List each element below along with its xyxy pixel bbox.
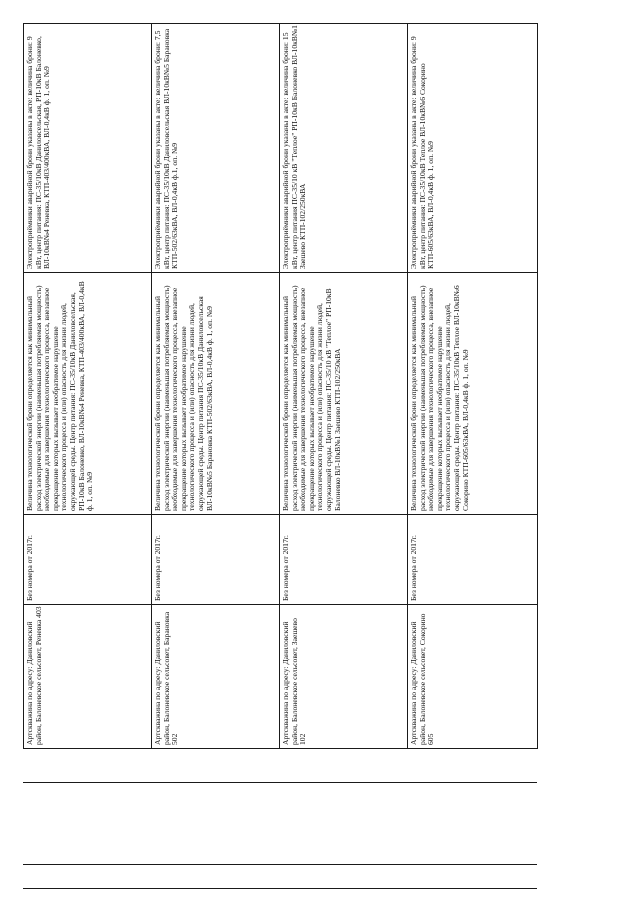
- tech-text: Величина технологической брони определяется как минимальный расход электрической энергии (наименьшая потребляемая мощность) необходимые для завершения технологического процесса, внезапное прекращение которых вызывает необратимое нарушение технологического процесса и (или) опасность для жизни людей, окружающей среды. Центр питания ПС-35/10кВ Даниловсельская ВЛ-10кВ№5 Барановка КТП-502/63кВА, ВЛ-0,4кВ ф. 1, оп. №9: [153, 285, 214, 511]
- emergency-text: Электроприёмники аварийной брони указаны в акте: величина брони: 9 кВт, центр питания: ПС-35/10кВ Даниловсельская, РП-10кВ Балоневко, ВЛ-10кВ№4 Реневка, КТП-403/400кВА, ВЛ-0,4кВ ф. 1, оп. №9: [25, 36, 52, 269]
- band-tech: [24, 273, 538, 515]
- number-text: Без номера от 2017г.: [409, 535, 418, 601]
- band-number: [24, 515, 538, 605]
- cell-emergency-row-1: [24, 24, 152, 273]
- cell-number-row-2: [152, 515, 280, 605]
- document-table: [23, 23, 538, 749]
- cell-tech-row-2: [152, 273, 280, 515]
- number-text: Без номера от 2017г.: [153, 535, 162, 601]
- cell-tech-row-1: [24, 273, 152, 515]
- object-text: Артскважина по адресу: Даниловский район, Балоневское сельсовет, Барановка 502: [153, 611, 180, 745]
- tech-text: Величина технологической брони определяется как минимальный расход электрической энергии (наименьшая потребляемая мощность) необходимые для завершения технологического процесса, внезапное прекращение которых вызывает необратимое нарушение технологического процесса и (или) опасность для жизни людей, окружающей среды. Центр питания: ПС-35/10 кВ "Теплое" РП-10кВ Балоневко ВЛ-10кВ№1 Заешево КТП-102/250кВА: [281, 285, 342, 511]
- cell-emergency-row-3: [280, 24, 408, 273]
- emergency-text: Электроприёмники аварийной брони указаны в акте: величина брони: 7,5 кВт, центр питания: ПС-35/10кВ Даниловсельская ВЛ-10кВ№5 Барановка КТП-502/63кВА, ВЛ-0,4кВ ф.1, оп. №9: [153, 28, 180, 269]
- cell-emergency-row-2: [152, 24, 280, 273]
- number-text: Без номера от 2017г.: [25, 535, 34, 601]
- blank-line: [23, 888, 537, 889]
- cell-object-row-4: [408, 605, 538, 749]
- cell-number-row-3: [280, 515, 408, 605]
- cell-tech-row-4: [408, 273, 538, 515]
- blank-line: [23, 782, 537, 783]
- blank-line: [23, 864, 537, 865]
- cell-object-row-2: [152, 605, 280, 749]
- object-text: Артскважина по адресу: Даниловский район, Балоневское сельсовет, Сокорино 605: [409, 613, 436, 745]
- object-text: Артскважина по адресу: Даниловский район, Балоневское сельсовет, Реневка 403: [25, 606, 43, 745]
- emergency-text: Электроприёмники аварийной брони указаны в акте: величина брони: 15 кВт, центр питания ПС-35/10 кВ "Теплое" РП-10кВ Балоневко ВЛ-10кВ№1 Заешево КТП-102/250кВА: [281, 25, 308, 269]
- band-emergency: [24, 24, 538, 273]
- cell-number-row-1: [24, 515, 152, 605]
- tech-text: Величина технологической брони определяется как минимальный расход электрической энергии (наименьшая потребляемая мощность) необходимые для завершения технологического процесса, внезапное прекращение которых вызывает необратимое нарушение технологического процесса и (или) опасность для жизни людей, окружающей среды. Центр питания: ПС-35/10кВ Даниловсельская, РП-10кВ Балоневко, ВЛ-10кВ№4 Реневка, КТП-403/400кВА, ВЛ-0,4кВ ф. 1, оп. №9: [25, 281, 95, 511]
- emergency-text: Электроприёмники аварийной брони указаны в акте: величина брони: 9 кВт, центр питания: ПС-35/10кВ Теплое ВЛ-10кВ№6 Сокорино КТП-605/63кВА, ВЛ-0,4кВ ф. 1, оп. №9: [409, 36, 436, 269]
- object-text: Артскважина по адресу: Даниловский район, Балоневское сельсовет, Заешево 102: [281, 618, 308, 745]
- cell-number-row-4: [408, 515, 538, 605]
- tech-text: Величина технологической брони определяется как минимальный расход электрической энергии (наименьшая потребляемая мощность) необходимые для завершения технологического процесса, внезапное прекращение которых вызывает необратимое нарушение технологического процесса и (или) опасность для жизни людей, окружающей среды. Центр питания: ПС-35/10кВ Теплое ВЛ-10кВ№6 Сокорино КТП-605/63кВА, ВЛ-0,4кВ ф. 1, оп. №9: [409, 285, 470, 511]
- cell-emergency-row-4: [408, 24, 538, 273]
- cell-object-row-1: [24, 605, 152, 749]
- cell-tech-row-3: [280, 273, 408, 515]
- number-text: Без номера от 2017г.: [281, 535, 290, 601]
- cell-object-row-3: [280, 605, 408, 749]
- band-object: [24, 605, 538, 749]
